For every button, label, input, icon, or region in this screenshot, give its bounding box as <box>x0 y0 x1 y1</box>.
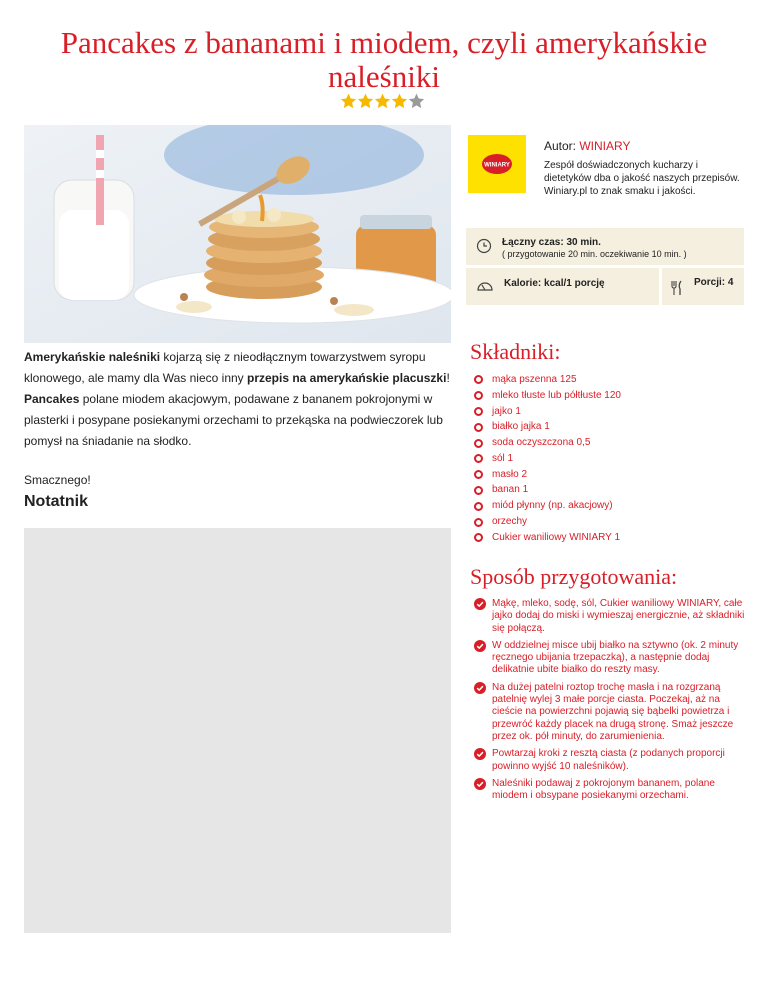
ingredients-list <box>474 372 621 546</box>
preparation-title: Sposób przygotowania: <box>470 564 678 589</box>
ingredient-item: soda oczyszczona 0,5 <box>474 435 621 451</box>
bullet-circle-icon <box>474 486 483 495</box>
check-circle-icon <box>474 778 486 790</box>
bullet-circle-icon <box>474 407 483 416</box>
star-filled-icon[interactable] <box>357 93 374 109</box>
description-paragraph: Amerykańskie naleśniki kojarzą się z nieodłącznym towarzystwem syropu klonowego, ale mamy dla Was nieco inny przepis na amerykańskie placuszki! Pancakes polane miodem akacjowym, podawane z bananem pokrojonymi w plasterki i posypane posiekanymi orzechami to przekąska na podwieczorek lub pomysł na śniadanie na słodko. <box>24 350 450 448</box>
total-time-box <box>466 228 744 265</box>
ingredient-item: jajko 1 <box>474 404 621 420</box>
bullet-circle-icon <box>474 518 483 527</box>
notes-title: Notatnik <box>24 493 88 510</box>
ingredient-item: białko jajka 1 <box>474 419 621 435</box>
rating-stars[interactable] <box>340 93 425 109</box>
check-circle-icon <box>474 748 486 760</box>
recipe-photo <box>24 125 451 343</box>
ingredient-item: orzechy <box>474 514 621 530</box>
description-closing: Smacznego! <box>24 473 91 487</box>
author-name-link[interactable]: WINIARY <box>579 139 631 153</box>
author-label: Autor: WINIARY <box>544 139 631 153</box>
left-panel <box>24 125 451 933</box>
bullet-circle-icon <box>474 470 483 479</box>
ingredient-item: mleko tłuste lub półtłuste 120 <box>474 388 621 404</box>
bullet-circle-icon <box>474 439 483 448</box>
preparation-step: Na dużej patelni roztop trochę masła i na rozgrzaną patelnię wylej 3 małe porcje ciasta. Poczekaj, aż na cieście na powierzchni pojawią się bąbelki powietrza i przewróć każdy placek na drugą stronę. Smaż jeszcze przez ok. pół minuty, do zarumienienia. <box>474 682 746 743</box>
preparation-step: Mąkę, mleko, sodę, sól, Cukier waniliowy WINIARY, całe jajko dodaj do miski i wymieszaj energicznie, aż składniki się połączą. <box>474 598 746 635</box>
logo-text: WINIARY <box>484 162 510 169</box>
star-filled-icon[interactable] <box>374 93 391 109</box>
time-detail: ( przygotowanie 20 min. oczekiwanie 10 min. ) <box>502 249 687 259</box>
bullet-circle-icon <box>474 454 483 463</box>
ingredient-item: masło 2 <box>474 467 621 483</box>
notes-area[interactable] <box>24 528 451 933</box>
bullet-circle-icon <box>474 502 483 511</box>
author-description: Zespół doświadczonych kucharzy i dietetyków dba o jakość naszych przepisów. Winiary.pl to znak smaku i jakości. <box>544 160 740 197</box>
preparation-step: Naleśniki podawaj z pokrojonym bananem, polane miodem i obsypane posiekanymi orzechami. <box>474 778 746 803</box>
cutlery-icon <box>670 280 684 296</box>
preparation-step: Powtarzaj kroki z resztą ciasta (z podanych proporcji powinno wyjść 10 naleśników). <box>474 748 746 773</box>
star-empty-icon[interactable] <box>408 93 425 109</box>
recipe-title: Pancakes z bananami i miodem, czyli amerykańskie naleśniki <box>60 25 708 94</box>
bullet-circle-icon <box>474 423 483 432</box>
ingredient-item: Cukier waniliowy WINIARY 1 <box>474 530 621 546</box>
calories-box <box>466 268 659 305</box>
author-box <box>466 125 745 221</box>
bullet-circle-icon <box>474 391 483 400</box>
calories: Kalorie: kcal/1 porcję <box>504 278 605 289</box>
check-circle-icon <box>474 682 486 694</box>
ingredient-item: mąka pszenna 125 <box>474 372 621 388</box>
portions-box <box>662 268 744 305</box>
bullet-circle-icon <box>474 533 483 542</box>
check-circle-icon <box>474 598 486 610</box>
star-filled-icon[interactable] <box>340 93 357 109</box>
portions: Porcji: 4 <box>694 277 734 288</box>
ingredients-title: Składniki: <box>470 339 561 364</box>
author-logo <box>468 135 526 193</box>
check-circle-icon <box>474 640 486 652</box>
preparation-steps <box>474 598 746 807</box>
gauge-icon <box>476 278 494 294</box>
ingredient-item: sól 1 <box>474 451 621 467</box>
ingredient-item: miód płynny (np. akacjowy) <box>474 498 621 514</box>
preparation-step: W oddzielnej misce ubij białko na sztywno (ok. 2 minuty ręcznego ubijania trzepaczką), a następnie dodaj delikatnie ubite białko do reszty masy. <box>474 640 746 677</box>
total-time: Łączny czas: 30 min. <box>502 237 601 248</box>
recipe-description <box>24 347 451 509</box>
ingredient-item: banan 1 <box>474 483 621 499</box>
clock-icon <box>476 238 492 254</box>
bullet-circle-icon <box>474 375 483 384</box>
star-filled-icon[interactable] <box>391 93 408 109</box>
